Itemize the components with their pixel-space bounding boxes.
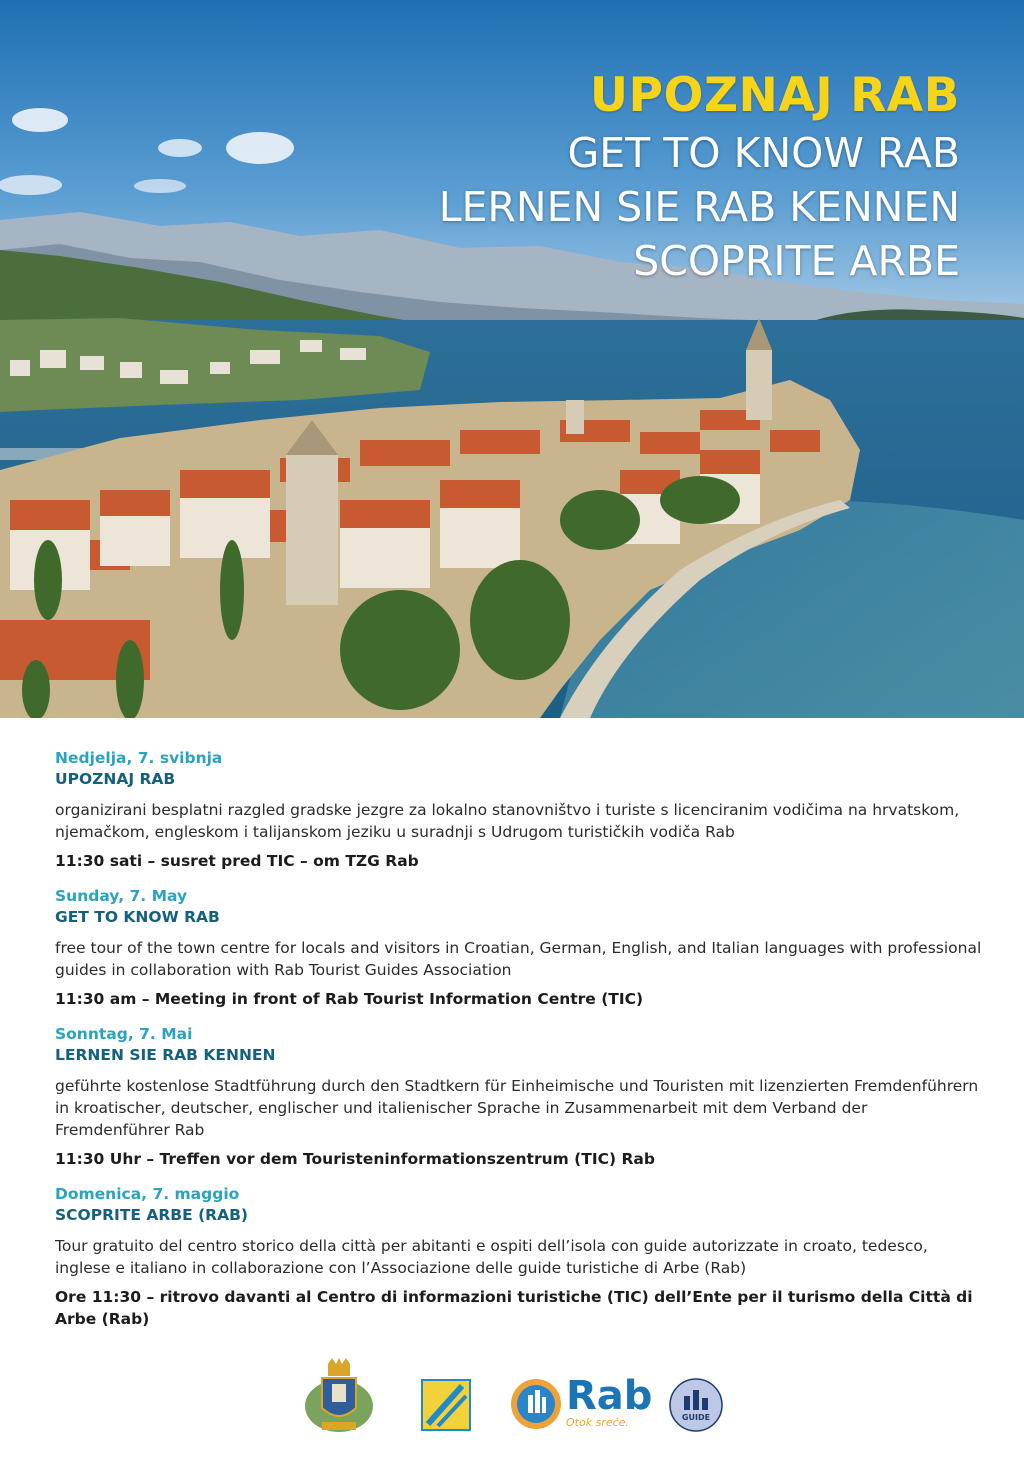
section-english (55, 886, 985, 1010)
tourist-guides-association-logo (668, 1378, 724, 1432)
hero-photo (0, 0, 1024, 718)
title-german: LERNEN SIE RAB KENNEN (438, 183, 960, 231)
section-german (55, 1024, 985, 1170)
event-title: SCOPRITE ARBE (RAB) (55, 1206, 248, 1224)
rab-brand-wordmark: Rab (566, 1373, 653, 1419)
event-date: Sunday, 7. May (55, 887, 188, 905)
event-time: 11:30 sati – susret pred TIC – om TZG Rab (55, 852, 419, 870)
title-italian: SCOPRITE ARBE (633, 237, 960, 285)
event-info (55, 748, 985, 1344)
event-description: Tour gratuito del centro storico della città per abitanti e ospiti dell’isola con guide autorizzate in croato, tedesco, inglese e italiano in collaborazione con l’Associazione delle guide turistiche di Arbe (Rab) (55, 1237, 928, 1277)
event-time: Ore 11:30 – ritrovo davanti al Centro di informazioni turistiche (TIC) dell’Ente per il turismo della Città di Arbe (Rab) (55, 1288, 973, 1328)
event-description: organizirani besplatni razgled gradske jezgre za lokalno stanovništvo i turiste s licenciranim vodičima na hrvatskom, njemačkom, engleskom i talijanskom jeziku u suradnji s Udrugom turističkih vodiča Rab (55, 801, 960, 841)
event-description: free tour of the town centre for locals and visitors in Croatian, German, English, and Italian languages with professional guides in collaboration with Rab Tourist Guides Association (55, 939, 982, 979)
tourist-board-logo (418, 1376, 474, 1434)
event-title: UPOZNAJ RAB (55, 770, 176, 788)
event-title: GET TO KNOW RAB (55, 908, 220, 926)
rab-slogan: Otok sreće. (566, 1416, 629, 1429)
event-time: 11:30 Uhr – Treffen vor dem Touristeninformationszentrum (TIC) Rab (55, 1150, 655, 1168)
title-upoznaj-rab: UPOZNAJ RAB (589, 68, 960, 123)
event-date: Nedjelja, 7. svibnja (55, 749, 223, 767)
section-croatian (55, 748, 985, 872)
event-date: Sonntag, 7. Mai (55, 1025, 193, 1043)
event-date: Domenica, 7. maggio (55, 1185, 240, 1203)
rab-island-logo-icon (509, 1377, 563, 1431)
title-english: GET TO KNOW RAB (567, 129, 960, 177)
section-italian (55, 1184, 985, 1330)
hero-titles (439, 66, 960, 288)
town-coat-of-arms-logo (302, 1358, 376, 1436)
event-title: LERNEN SIE RAB KENNEN (55, 1046, 276, 1064)
event-description: geführte kostenlose Stadtführung durch den Stadtkern für Einheimische und Touristen mit lizenzierten Fremdenführern in kroatischer, deutscher, englischer und italienischer Sprache in Zusammenarbeit mit dem Verband der Fremdenführer Rab (55, 1077, 979, 1139)
guide-badge-label: GUIDE (681, 1413, 711, 1422)
event-time: 11:30 am – Meeting in front of Rab Tourist Information Centre (TIC) (55, 990, 644, 1008)
